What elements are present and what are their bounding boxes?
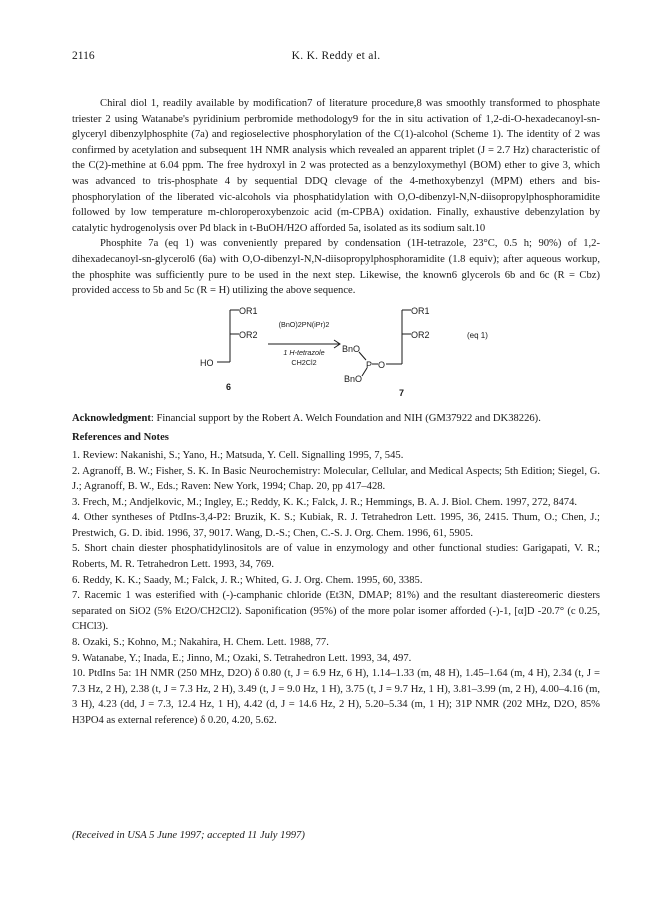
reference-item: 4. Other syntheses of PtdIns-3,4-P2: Bruzik, K. S.; Kubiak, R. J. Tetrahedron Lett. 1995, 36, 2415. Thum, O.; Chen, J.; Prestwich, G. D. ibid. 1996, 37, 9017. Wang, D.-S.; Chen, C.-S. J. Org. Chem. 1996, 61, 5905. — [72, 512, 600, 539]
paragraph-phosphite-prep: Phosphite 7a (eq 1) was conveniently prepared by condensation (1H-tetrazole, 23°C, 0.5 h; 90%) of 1,2-dihexadecanoyl-sn-glycerol6 (6a) with O,O-dibenzyl-N,N-diisopropylphosphoramidite (1.8 equiv); after aqueous workup, the phosphite was sufficiently pure to be used in the next step. Likewise, the known6 glycerols 6b and 6c (R = Cbz) provided access to 5b and 5c (R = H) utilizing the above sequence. — [72, 238, 600, 297]
phosphorus-label: P — [366, 359, 373, 370]
equation-1-scheme — [72, 302, 600, 410]
reference-item: 6. Reddy, K. K.; Saady, M.; Falck, J. R.; Whited, G. J. Org. Chem. 1995, 60, 3385. — [72, 574, 423, 586]
reference-item: 7. Racemic 1 was esterified with (-)-camphanic chloride (Et3N, DMAP; 81%) and the resultant diastereomeric diesters separated on SiO2 (5% Et2O/CH2Cl2). Saponification (95%) of the more polar isomer afforded (-)-1, [α]D -20.7° (c 0.25, CHCl3). — [72, 590, 600, 633]
acknowledgment — [72, 411, 600, 427]
left-or1-label: OR1 — [239, 305, 258, 316]
article-body — [72, 96, 600, 729]
reference-item: 10. PtdIns 5a: 1H NMR (250 MHz, D2O) δ 0.80 (t, J = 6.9 Hz, 6 H), 1.14–1.33 (m, 48 H), 1.45–1.64 (m, 4 H), 2.34 (t, J = 7.3 Hz, 2 H), 2.38 (t, J = 7.3 Hz, 2 H), 3.49 (t, J = 9.0 Hz, 1 H), 3.75 (t, J = 9.7 Hz, 1 H), 3.81–3.99 (m, 2 H), 4.00–4.16 (m, 3 H), 4.23 (dd, J = 7.3, 12.4 Hz, 1 H), 4.42 (d, J = 14.6 Hz, 2 H), 5.20–5.34 (m, 1 H); 31P NMR (202 MHz, D2O, 85% H3PO4 as external reference) δ 0.20, 4.20, 5.62. — [72, 668, 600, 726]
equation-number: (eq 1) — [467, 330, 488, 340]
reagent-tetrazole: 1 H-tetrazole — [283, 347, 325, 357]
left-or2-label: OR2 — [239, 329, 258, 340]
received-dates — [72, 830, 600, 841]
reference-item: 5. Short chain diester phosphatidylinositols are of value in enzymology and other functional studies: Garigapati, V. R.; Roberts, M. R. Tetrahedron Lett. 1993, 34, 769. — [72, 543, 600, 571]
references-list — [72, 448, 600, 729]
oxygen-label: O — [378, 359, 386, 370]
running-head: K. K. Reddy et al. — [291, 50, 381, 62]
reagent-solvent: CH2Cl2 — [291, 357, 317, 367]
right-or2-label: OR2 — [411, 329, 430, 340]
reference-item: 3. Frech, M.; Andjelkovic, M.; Ingley, E.; Reddy, K. K.; Falck, J. R.; Hemmings, B. A. J. Biol. Chem. 1997, 272, 8474. — [72, 496, 578, 508]
reagent-phosphoramidite: (BnO)2PN(iPr)2 — [278, 319, 330, 329]
acknowledgment-text: : Financial support by the Robert A. Welch Foundation and NIH (GM37922 and DK38226). — [150, 412, 541, 424]
reaction-diagram — [72, 302, 600, 410]
left-ho-label: HO — [200, 357, 214, 368]
acknowledgment-label: Acknowledgment — [72, 412, 151, 424]
reference-item: 2. Agranoff, B. W.; Fisher, S. K. In Basic Neurochemistry: Molecular, Cellular, and Medical Aspects; 5th Edition; Siegel, G. J.; Agranoff, B. W., Eds.; Raven: New York, 1994; Chap. 20, pp 417–428. — [72, 465, 600, 493]
page-header — [72, 50, 600, 66]
bno-p-bond-top — [359, 352, 366, 360]
references-heading: References and Notes — [72, 432, 169, 444]
reference-item: 8. Ozaki, S.; Kohno, M.; Nakahira, H. Chem. Lett. 1988, 77. — [72, 637, 329, 649]
page-number: 2116 — [72, 50, 95, 62]
reference-item: 1. Review: Nakanishi, S.; Yano, H.; Matsuda, Y. Cell. Signalling 1995, 7, 545. — [72, 449, 404, 461]
right-bno-bottom-label: BnO — [344, 373, 363, 384]
received-text: (Received in USA 5 June 1997; accepted 11 July 1997) — [72, 830, 305, 841]
paragraph-scheme-discussion: Chiral diol 1, readily available by modification7 of literature procedure,8 was smoothly transformed to phosphate triester 2 using Watanabe's pyridinium perbromide methodology9 for the in situ activation of 1,2-di-O-hexadecanoyl-sn-glyceryl dibenzylphosphite (7a) and regioselective phosphorylation of the C(1)-alcohol (Scheme 1). The identity of 2 was confirmed by acetylation and subsequent 1H NMR analysis which revealed an apparent triplet (J = 2.7 Hz) characteristic of the C(2)-methine at 6.04 ppm. The free hydroxyl in 2 was protected as a benzyloxymethyl (BOM) ether to give 3, which was advanced to tris-phosphate 4 by sequential DDQ clevage of the 4-methoxybenzyl (MPM) ethers and bis-phosphorylation of the liberated vic-alcohols via phosphatidylation with O,O-dibenzyl-N,N-diisopropylphosphoramidite followed by low temperature m-chloroperoxybenzoic acid (m-CPBA) oxidation. Finally, exhaustive debenzylation by catalytic hydrogenolysis over Pd black in t-BuOH/H2O afforded 5a, isolated as its sodium salt.10 — [72, 98, 600, 234]
compound-6-label: 6 — [226, 381, 232, 392]
reference-item: 9. Watanabe, Y.; Inada, E.; Jinno, M.; Ozaki, S. Tetrahedron Lett. 1993, 34, 497. — [72, 652, 412, 664]
compound-7-label: 7 — [399, 387, 405, 398]
right-or1-label: OR1 — [411, 305, 430, 316]
right-bno-top-label: BnO — [342, 343, 361, 354]
